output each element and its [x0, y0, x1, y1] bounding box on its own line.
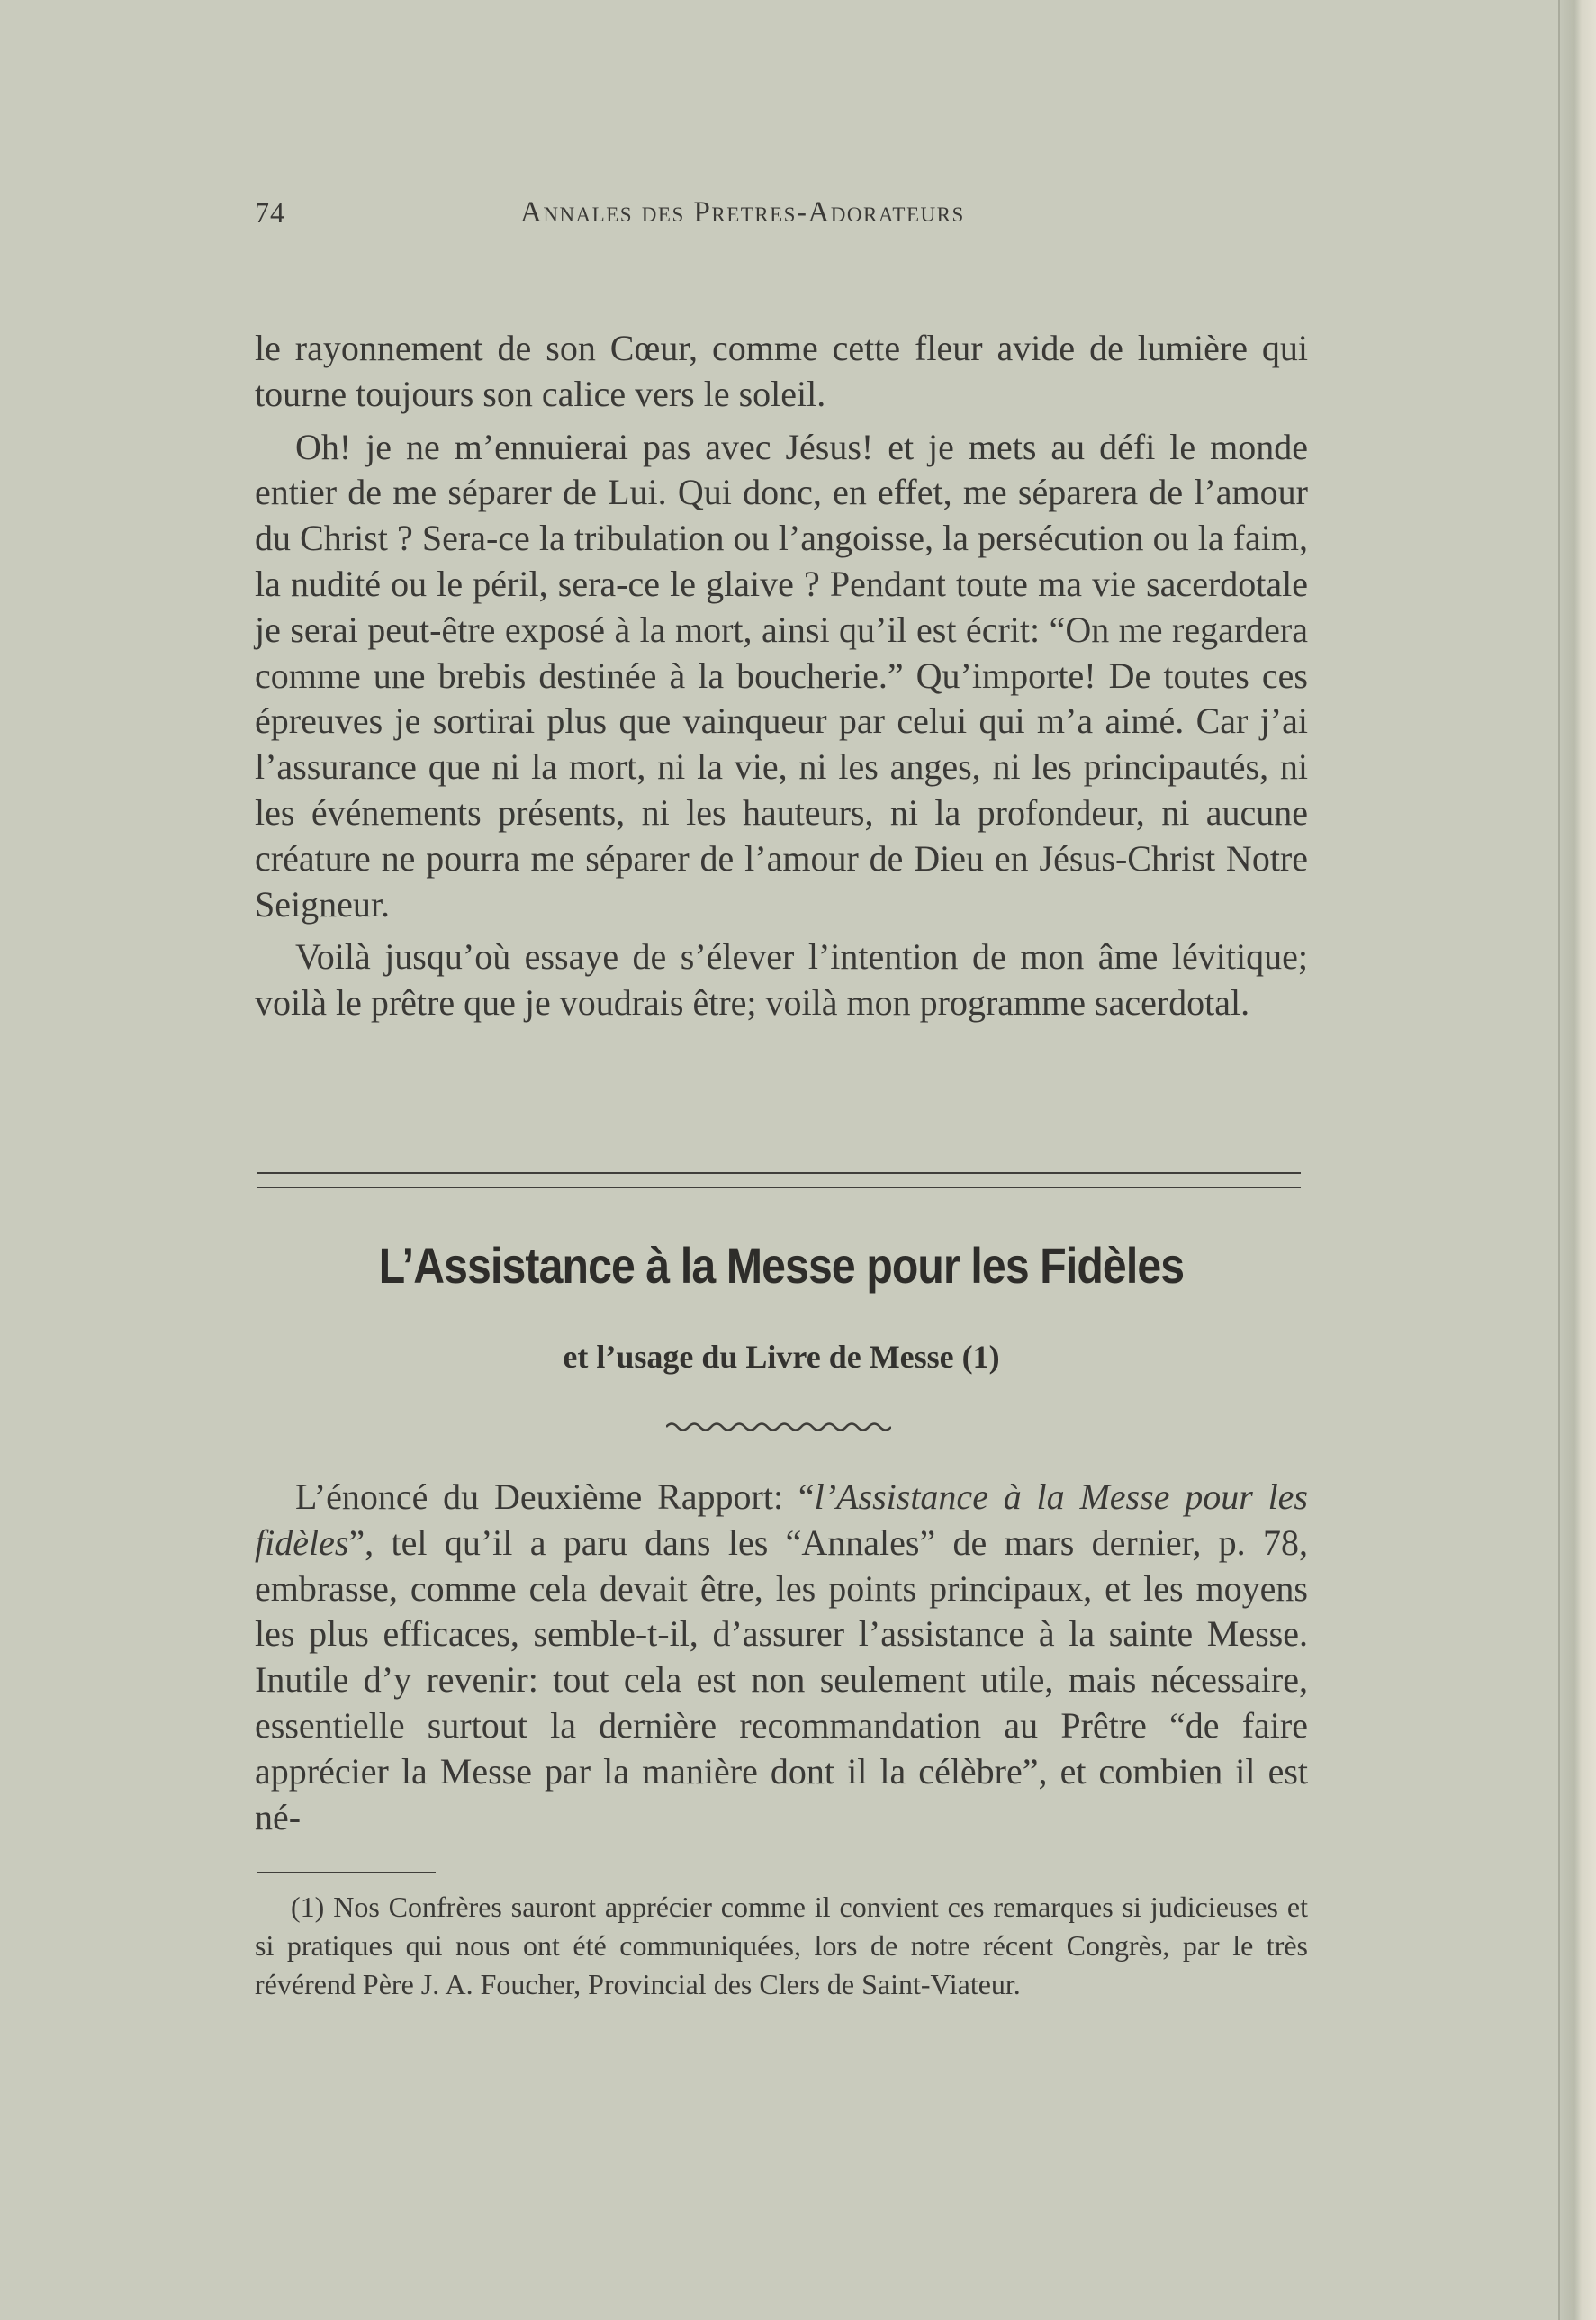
bottom-text-block: [255, 1475, 1308, 1847]
paragraph-enonce-rest: ”, tel qu’il a paru dans les “Annales” de mars dernier, p. 78, embrasse, comme cela devait être, les points principaux, et les moyens les plus efficaces, semble-t-il, d’assurer l’assistance à la sainte Messe. Inutile d’y revenir: tout cela est non seulement utile, mais nécessaire, essentielle surtout la dernière recommandation au Prêtre “de faire apprécier la Messe par la manière dont il la célèbre”, et combien il est né-: [255, 1521, 1308, 1837]
section-divider-bottom: [257, 1187, 1301, 1188]
section-subtitle: et l’usage du Livre de Messe (1): [563, 1339, 1000, 1375]
footnote: [255, 1888, 1308, 2004]
wavy-ornament: [666, 1419, 891, 1435]
page-edge: [1558, 0, 1596, 2320]
footnote-text: (1) Nos Confrères sauront apprécier comme il convient ces remarques si judicieuses et si pratiques qui nous ont été communiquées, lors de notre récent Congrès, par le très révérend Père J. A. Foucher, Provincial des Clers de Saint-Viateur.: [255, 1891, 1308, 2000]
footnote-rule: [257, 1872, 436, 1873]
section-divider-top: [257, 1172, 1301, 1174]
section-title: L’Assistance à la Messe pour les Fidèles: [378, 1237, 1185, 1294]
paragraph-oh-je-ne: Oh! je ne m’ennuierai pas avec Jésus! et je mets au défi le monde entier de me séparer de Lui. Qui donc, en effet, me séparera de l’amour du Christ ? Sera-ce la tribulation ou l’angoisse, la persécution ou la faim, la nudité ou le péril, sera-ce le glaive ? Pendant toute ma vie sacerdotale je serai peut-être exposé à la mort, ainsi qu’il est écrit: “On me regardera comme une brebis destinée à la boucherie.” Qu’importe! De toutes ces épreuves je sortirai plus que vainqueur par celui qui m’a aimé. Car j’ai l’assurance que ni la mort, ni la vie, ni les anges, ni les principautés, ni les événements présents, ni les hauteurs, ni la profondeur, ni aucune créature ne pourra me séparer de l’amour de Dieu en Jésus-Christ Notre Seigneur.: [255, 426, 1308, 925]
paragraph-voila: Voilà jusqu’où essaye de s’élever l’intention de mon âme lévitique; voilà le prêtre que je voudrais être; voilà mon programme sacerdotal.: [255, 936, 1308, 1024]
top-text-block: [255, 326, 1308, 1034]
paragraph-continuation: le rayonnement de son Cœur, comme cette fleur avide de lumière qui tourne toujours son calice vers le soleil.: [255, 328, 1308, 414]
running-title: Annales des Pretres-Adorateurs: [520, 196, 965, 229]
report-title-italic: l’Assistance à la Messe pour les fidèles: [255, 1476, 1308, 1563]
paragraph-enonce: [255, 1475, 1308, 1840]
paragraph-enonce-start: L’énoncé du Deuxième Rapport: “: [295, 1476, 815, 1517]
page-number: 74: [255, 196, 285, 229]
page-header: [255, 196, 1308, 241]
